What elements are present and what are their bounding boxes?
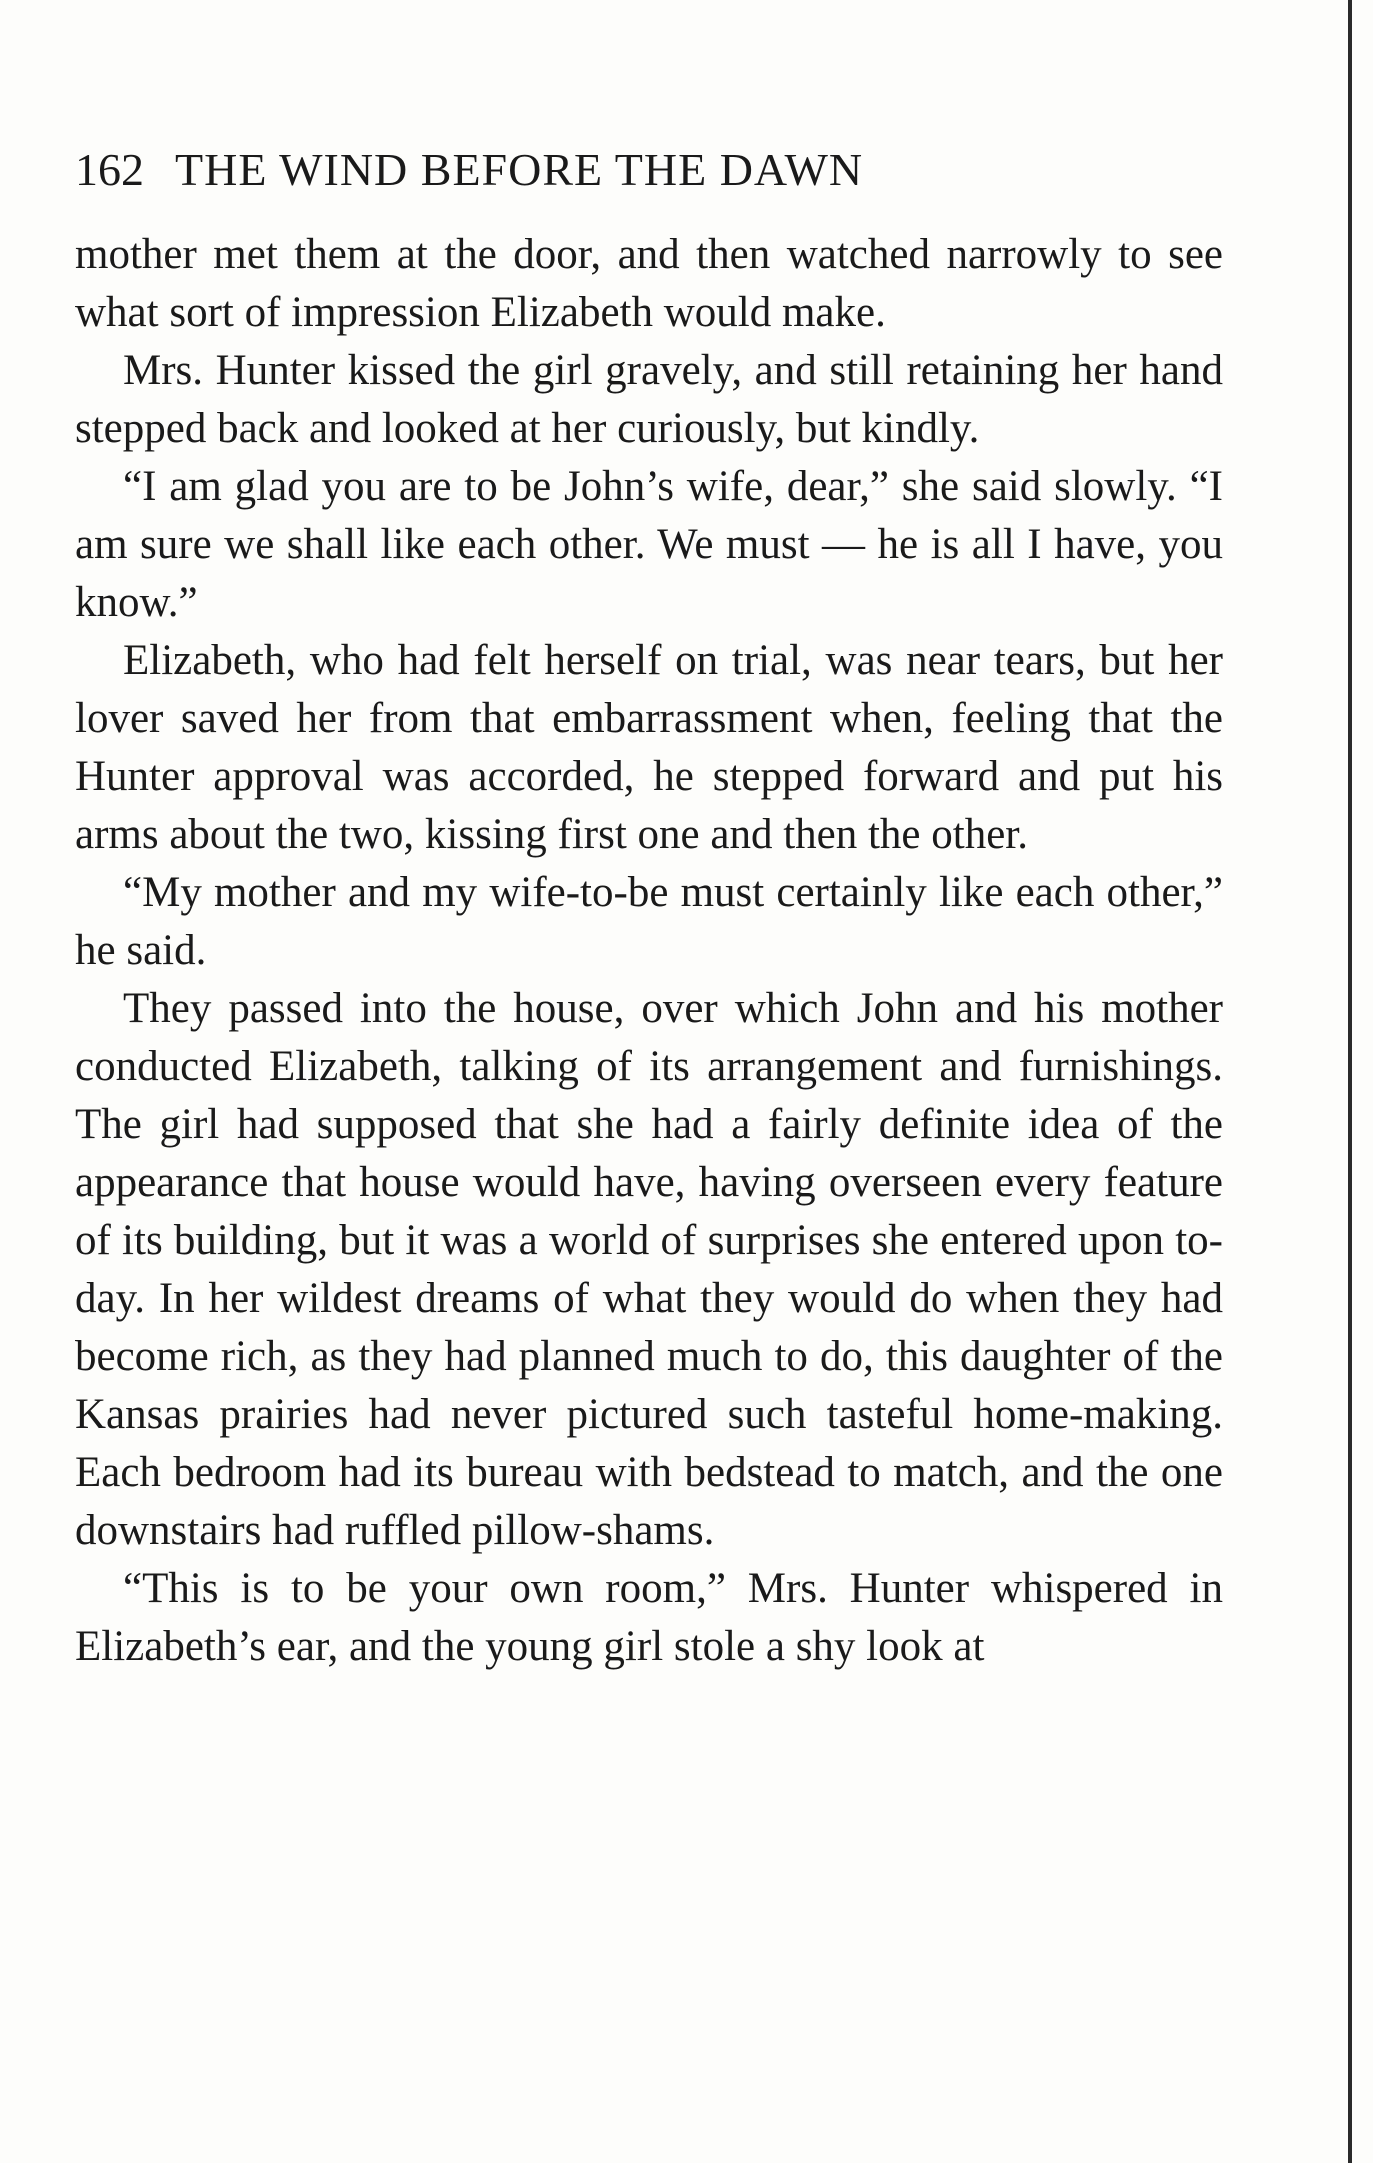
paragraph-1: mother met them at the door, and then watched narrowly to see what sort of impression Elizabeth would make. (75, 231, 1223, 336)
paragraph-2: Mrs. Hunter kissed the girl gravely, and still retaining her hand stepped back and looked at her curiously, but kindly. (75, 347, 1223, 452)
paragraph-5: “My mother and my wife-to-be must certainly like each other,” he said. (75, 869, 1223, 974)
paragraph-6: They passed into the house, over which John and his mother conducted Elizabeth, talking of its arrangement and furnishings. The girl had supposed that she had a fairly definite idea of the appearance that house would have, having overseen every feature of its building, but it was a world of surprises she entered upon to-day. In her wildest dreams of what they would do when they had become rich, as they had planned much to do, this daughter of the Kansas prairies had never pictured such tasteful home-making. Each bedroom had its bureau with bedstead to match, and the one downstairs had ruffled pillow-shams. (75, 985, 1223, 1554)
page-number: 162 (75, 144, 144, 195)
paragraph-7: “This is to be your own room,” Mrs. Hunter whispered in Elizabeth’s ear, and the young girl stole a shy look at (75, 1565, 1223, 1670)
running-title: THE WIND BEFORE THE DAWN (175, 144, 864, 195)
body-text (75, 226, 1223, 1676)
running-header (75, 140, 1225, 200)
paragraph-4: Elizabeth, who had felt herself on trial, was near tears, but her lover saved her from that embarrassment when, feeling that the Hunter approval was accorded, he stepped forward and put his arms about the two, kissing first one and then the other. (75, 637, 1223, 858)
paragraph-3: “I am glad you are to be John’s wife, dear,” she said slowly. “I am sure we shall like each other. We must — he is all I have, you know.” (75, 463, 1223, 626)
page-edge-line (1348, 0, 1352, 2163)
